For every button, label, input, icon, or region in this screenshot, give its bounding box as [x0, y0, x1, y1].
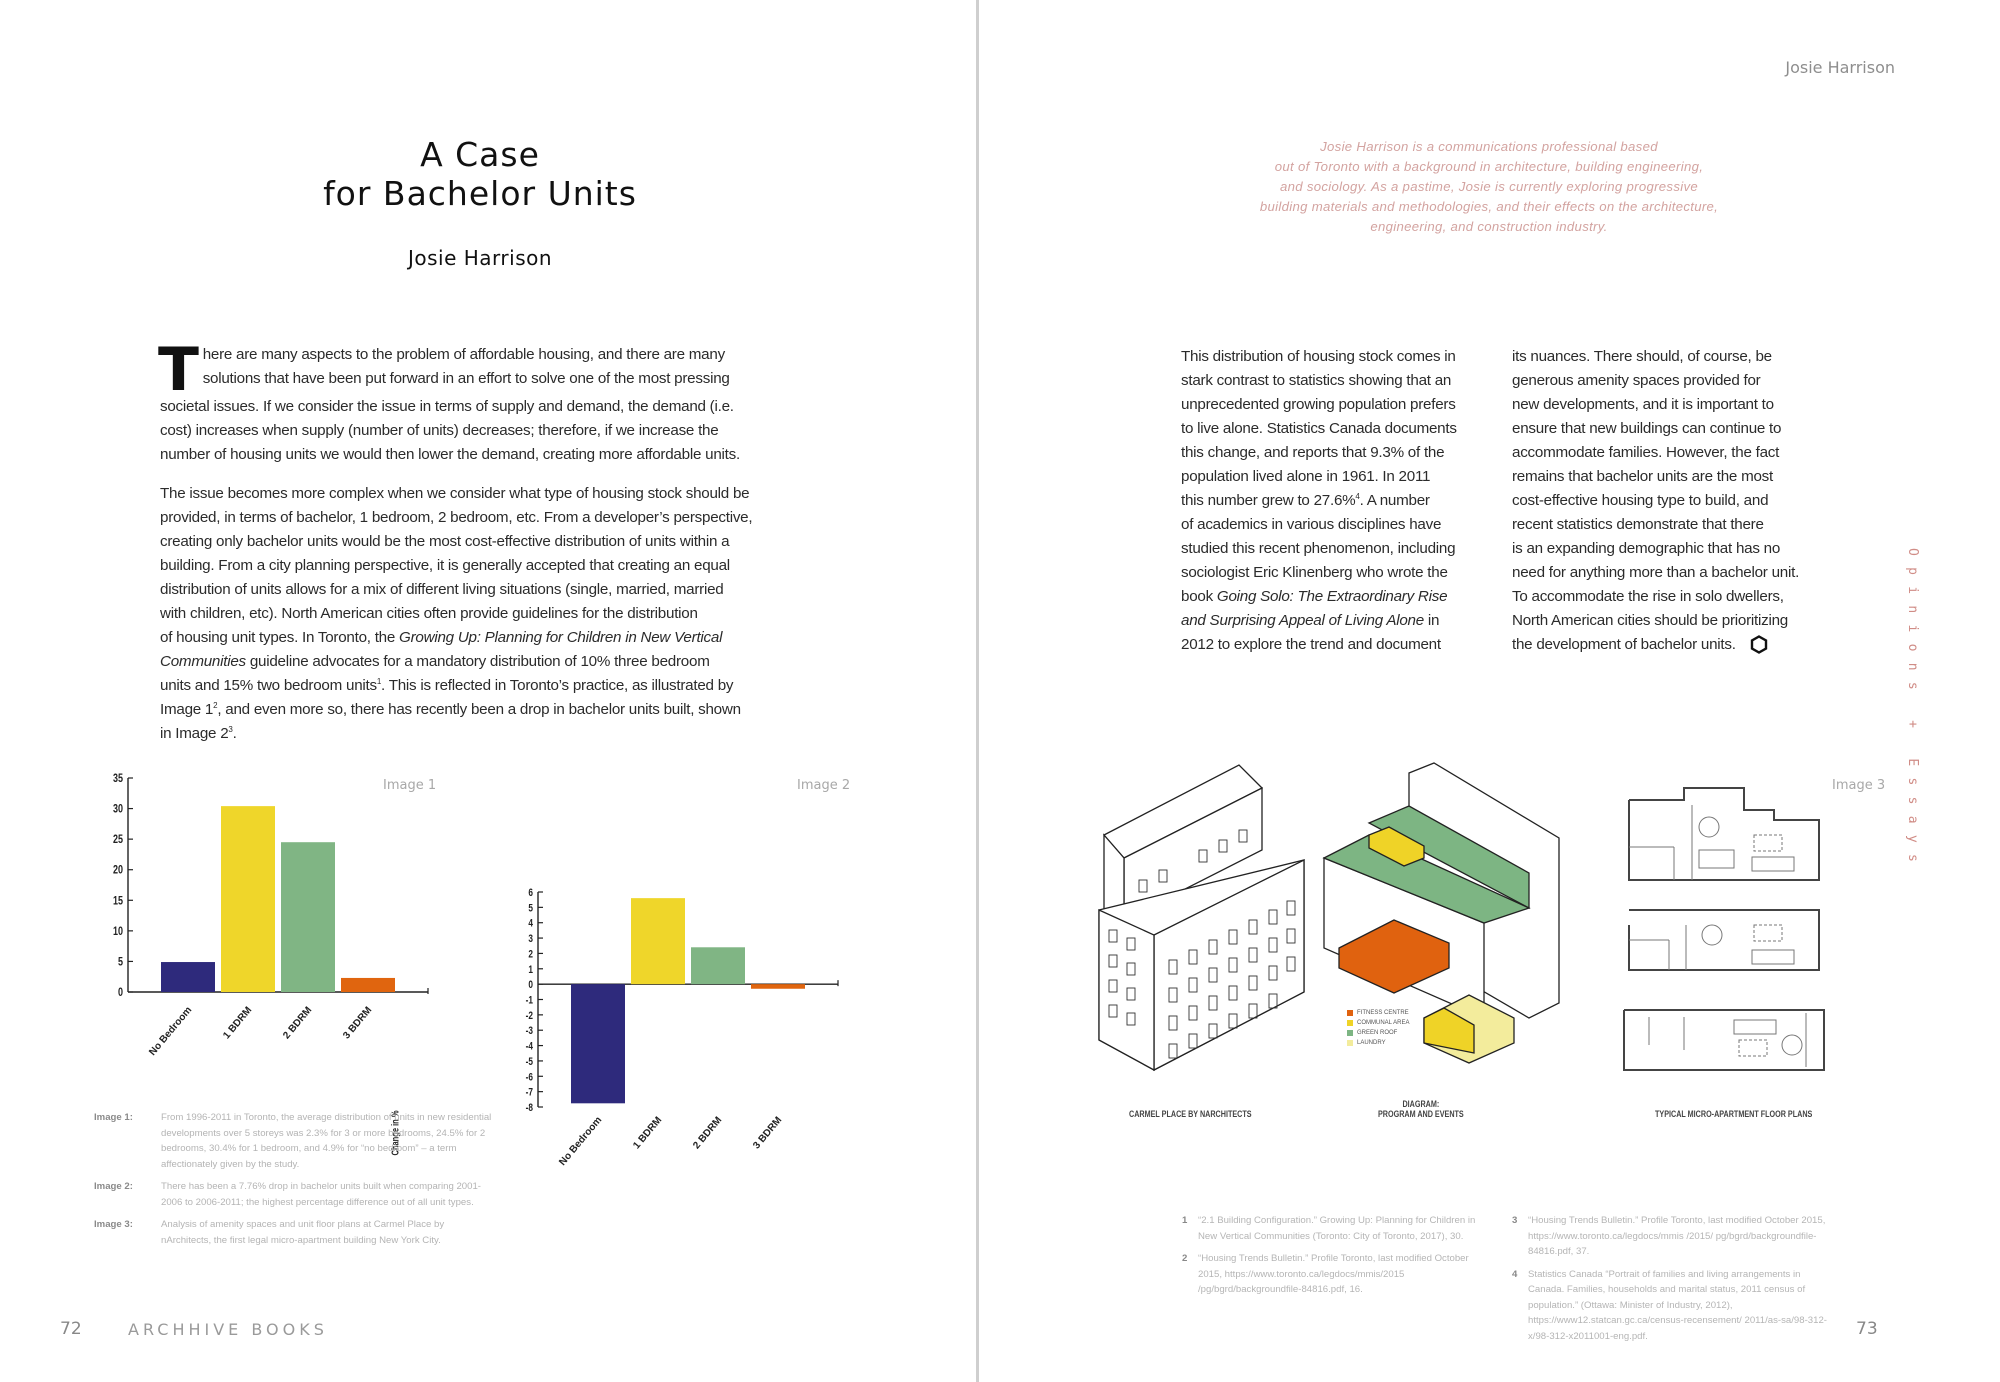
legend-swatch	[1347, 1010, 1353, 1016]
image3-label: Image 3	[1832, 778, 1886, 793]
column-left: This distribution of housing stock comes in stark contrast to statistics showing that an unprecedented growing population prefers to live alone. Statistics Canada documents this change, and reports that 9.3% of the population lived alone in 1961. In 2011 this number grew to 27.6%$^4$. A number of academics in various disciplines have studied this recent phenomenon, including sociologist Eric Klinenberg who wrote the book Going Solo: The Extraordinary Rise and Surprising Appeal of Living Alone in 2012 to explore the trend and document	[1181, 348, 1457, 653]
book-title: Going Solo: The Extraordinary Rise	[1216, 588, 1448, 605]
article-title: A Case for Bachelor Units	[323, 135, 637, 213]
legend-item: GREEN ROOF	[1347, 1028, 1409, 1038]
bar-1-bdrm	[631, 898, 685, 984]
y-tick-label: 25	[112, 832, 123, 847]
x-tick-label: 2 BDRM	[281, 1004, 315, 1042]
y-tick-label: 5	[117, 955, 123, 969]
x-tick-label: 3 BDRM	[341, 1004, 375, 1042]
x-tick-label: No Bedroom	[147, 1004, 195, 1058]
bar-3-bdrm	[341, 978, 395, 992]
intro-paragraph: T here are many aspects to the problem of affordable housing, and there are many solutions that have been put forward in an effort to solve one of the most pressing societal issues. If we consider the issue in terms of supply and demand, the demand (i.e. cost) increases when supply (number of units) decreases; therefore, if we increase the number of housing units we would then lower the demand, creating more affordable units.	[158, 335, 740, 463]
legend-swatch	[1347, 1040, 1353, 1046]
footnote: 4 Statistics Canada “Portrait of families and living arrangements in Canada. Families, households and marital status, 2011 census of population.” (Ottawa: Minister of Industry, 2012), https://www12.statcan.gc.ca/census-recensement/ 2011/as-sa/98-312-x/98-312-x2011001-eng.pdf.	[1512, 1268, 1827, 1342]
bar-3-bdrm	[751, 984, 805, 989]
caption-image1: Image 1: From 1996-2011 in Toronto, the average distribution of units in new residential developments over 5 storeys was 2.3% for 3 or more bedrooms, 24.5% for 2 bedrooms, 30.4% for 1 bedroom, and 4.9% for “no bedroom” – a term affectionately given by the study.	[94, 1112, 492, 1170]
body-paragraph: The issue becomes more complex when we consider what type of housing stock should be provided, in terms of bachelor, 1 bedroom, 2 bedroom, etc. From a developer’s perspective, creating only bachelor units would be the most cost-effective distribution of units within a building. From a city planning perspective, it is generally accepted that creating an equal distribution of units allows for a mix of different living situations (single, married, married with children, etc). North American cities often provide guidelines for the distribution of housing unit types. In Toronto, the Growing Up: Planning for Children in New Vertical Communities guideline advocates for a mandatory distribution of 10% three bedroom units and 15% two bedroom units$^1$. This is reflected in Toronto’s practice, as illustrated by Image $1^2$, and even more so, there has recently been a drop in bachelor units built, shown in Image $2^3$.	[160, 485, 753, 742]
left-page	[0, 0, 977, 1382]
x-tick-label: No Bedroom	[557, 1114, 605, 1168]
y-tick-label: 5	[528, 902, 533, 915]
y-axis-label: Change in %	[389, 1110, 401, 1156]
y-tick-label: -2	[525, 1009, 533, 1023]
bar-1-bdrm	[221, 806, 275, 992]
author-bio: Josie Harrison is a communications professional based out of Toronto with a background in architecture, building engineering, and sociology. As a pastime, Josie is currently exploring progressive building materials and methodologies, and their effects on the architecture, engineering, and construction industry.	[1259, 139, 1719, 234]
footnotes-col2	[1512, 1213, 1832, 1351]
diagram-caption: DIAGRAM: PROGRAM AND EVENTS	[1378, 1099, 1464, 1119]
running-head: Josie Harrison	[1785, 58, 1895, 77]
building-caption: CARMEL PLACE BY NARCHITECTS	[1129, 1109, 1252, 1119]
diagram-legend	[1347, 1008, 1409, 1048]
publisher-logo: ARCHHIVE BOOKS	[128, 1320, 328, 1339]
image1-label: Image 1	[383, 778, 437, 793]
page-number-left: 72	[60, 1319, 82, 1339]
bar-no-bedroom	[161, 962, 215, 992]
y-tick-label: 1	[528, 963, 533, 977]
right-page	[979, 0, 2000, 1382]
caption-image2: Image 2: There has been a 7.76% drop in bachelor units built when comparing 2001-2006 to 2006-2011; the highest percentage difference out of all unit types.	[94, 1181, 481, 1208]
hexagon-icon	[1750, 635, 1768, 654]
article-author: Josie Harrison	[407, 246, 553, 270]
footnote-ref[interactable]: 4	[1355, 491, 1360, 501]
legend-swatch	[1347, 1030, 1353, 1036]
book-title-cont: and Surprising Appeal of Living Alone	[1181, 612, 1424, 629]
chart-image1	[80, 770, 450, 1070]
caption-image3: Image 3: Analysis of amenity spaces and unit floor plans at Carmel Place by nArchitects, the first legal micro-apartment building New York City.	[94, 1219, 445, 1246]
footnote-ref[interactable]: 2	[213, 700, 218, 710]
page-number-right: 73	[1856, 1319, 1878, 1339]
image-captions	[94, 1110, 494, 1255]
section-tab: Opinions + Essays	[1905, 548, 1920, 874]
plans-caption: TYPICAL MICRO-APARTMENT FLOOR PLANS	[1655, 1109, 1813, 1119]
floor-plans	[1624, 785, 1844, 1085]
y-tick-label: -4	[525, 1040, 533, 1053]
footnote-ref[interactable]: 3	[228, 724, 233, 734]
y-tick-label: 35	[112, 771, 123, 786]
bar-no-bedroom	[571, 984, 625, 1103]
x-tick-label: 1 BDRM	[221, 1004, 255, 1042]
footnote: 1 “2.1 Building Configuration.” Growing Up: Planning for Children in New Vertical Communities (Toronto: City of Toronto, 2017), 30.	[1182, 1215, 1476, 1242]
y-tick-label: 0	[528, 979, 533, 992]
y-tick-label: -1	[525, 994, 533, 1007]
bar-2-bdrm	[281, 842, 335, 992]
legend-item: LAUNDRY	[1347, 1038, 1409, 1048]
chart-image2	[389, 880, 860, 1180]
y-tick-label: -5	[525, 1055, 533, 1069]
y-tick-label: 0	[117, 985, 123, 1000]
legend-item: COMMUNAL AREA	[1347, 1018, 1409, 1028]
x-tick-label: 3 BDRM	[751, 1114, 785, 1152]
column-right: its nuances. There should, of course, be generous amenity spaces provided for new developments, and it is important to ensure that new buildings can continue to accommodate families. However, the fact remains that bachelor units are the most cost-effective housing type to build, and recent statistics demonstrate that there is an expanding demographic that has no need for anything more than a bachelor unit. To accommodate the rise in solo dwellers, North American cities should be prioritizing the development of bachelor units.	[1512, 348, 1800, 653]
bar-2-bdrm	[691, 947, 745, 984]
y-tick-label: -7	[525, 1086, 533, 1100]
y-tick-label: 4	[528, 917, 533, 931]
x-tick-label: 2 BDRM	[691, 1114, 725, 1152]
footnote: 3 “Housing Trends Bulletin.” Profile Toronto, last modified October 2015, https://www.toronto.ca/legdocs/mmis /2015/ pg/bgrd/backgroundfile-84816.pdf, 37.	[1512, 1215, 1826, 1257]
y-tick-label: 6	[528, 886, 533, 900]
image2-label: Image 2	[797, 778, 851, 793]
book-title: Growing Up: Planning for Children in New Vertical	[399, 629, 723, 646]
y-tick-label: 10	[112, 924, 123, 939]
legend-swatch	[1347, 1020, 1353, 1026]
footnotes-col1	[1182, 1213, 1492, 1305]
y-tick-label: -6	[525, 1071, 533, 1084]
y-tick-label: 3	[528, 933, 533, 946]
y-tick-label: 30	[112, 802, 123, 816]
y-tick-label: -8	[525, 1101, 533, 1115]
footnote: 2 “Housing Trends Bulletin.” Profile Toronto, last modified October 2015, https://www.toronto.ca/legdocs/mmis/2015 /pg/bgrd/backgroundfile-84816.pdf, 16.	[1182, 1253, 1469, 1295]
y-tick-label: 20	[112, 863, 123, 878]
x-tick-label: 1 BDRM	[631, 1114, 665, 1152]
y-tick-label: 2	[528, 948, 533, 961]
y-tick-label: -3	[525, 1025, 533, 1038]
y-tick-label: 15	[112, 894, 123, 908]
footnote-ref[interactable]: 1	[376, 676, 382, 686]
legend-item: FITNESS CENTRE	[1347, 1008, 1409, 1018]
building-illustration	[1099, 760, 1319, 1080]
drop-cap: T	[158, 335, 199, 405]
book-title-cont: Communities	[160, 653, 246, 670]
